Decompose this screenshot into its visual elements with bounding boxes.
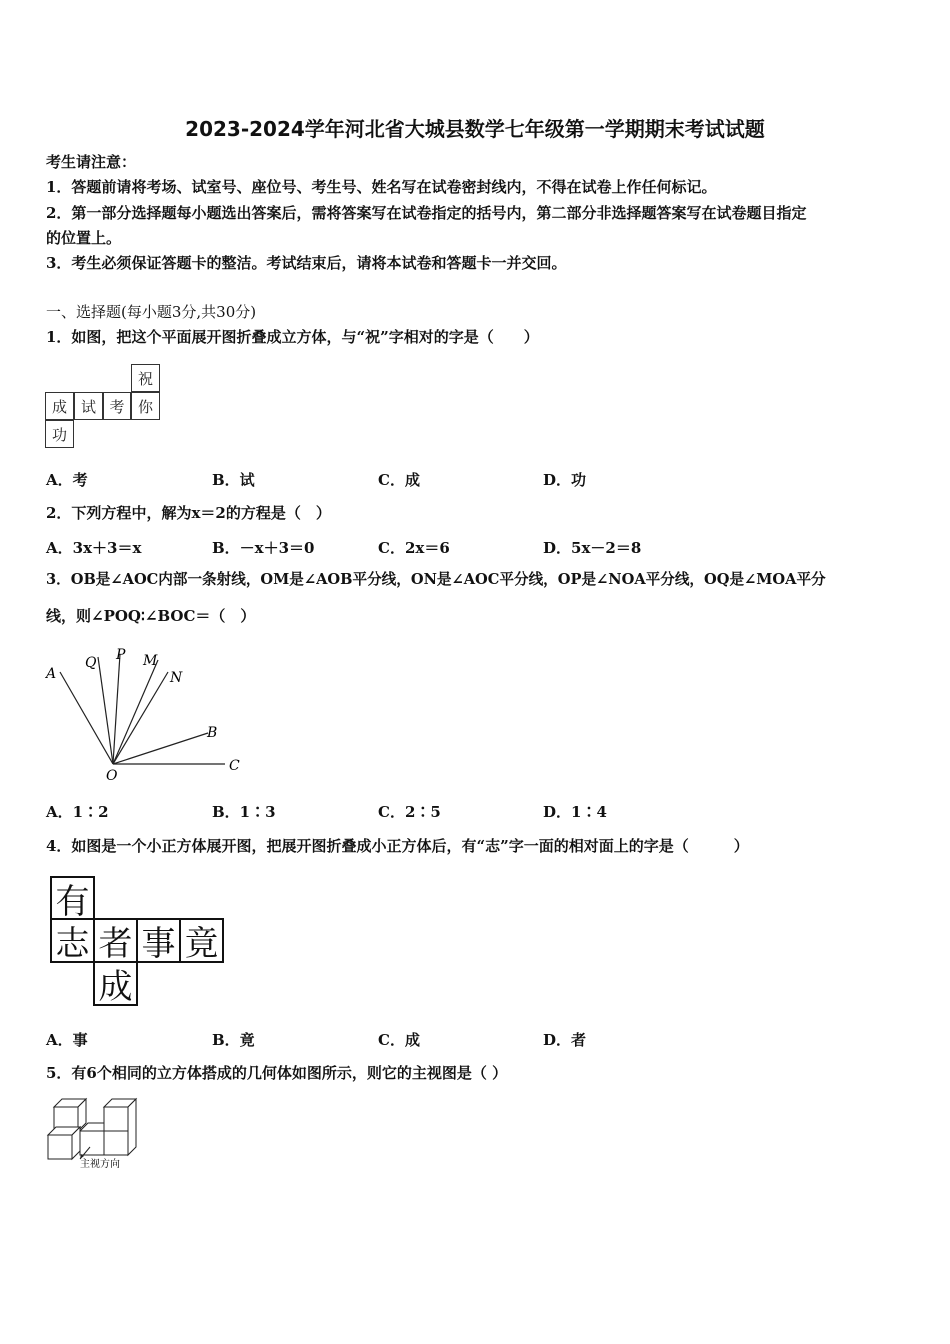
label-a: A <box>46 666 57 682</box>
q1-option-a: A．考 <box>46 471 88 489</box>
section-heading: 一、选择题(每小题3分,共30分) <box>46 303 257 321</box>
q1-cell-ni: 你 <box>131 392 160 420</box>
q1-cell-shi: 试 <box>74 392 103 420</box>
q2-option-c: C．2x＝6 <box>378 539 450 557</box>
ray-op <box>113 654 120 764</box>
q2-option-b: B．－x＋3＝0 <box>212 539 315 557</box>
q1-cell-gong: 功 <box>45 420 74 448</box>
ray-oq <box>98 657 113 764</box>
q1-net-figure <box>45 364 165 450</box>
q1-cell-zhu: 祝 <box>131 364 160 392</box>
label-c: C <box>229 758 240 774</box>
notice-item-2: 2．第一部分选择题每小题选出答案后，需将答案写在试卷指定的括号内，第二部分非选择题答案写在试卷题目指定 <box>46 204 807 222</box>
ray-ob <box>113 733 208 764</box>
q3-text-line2: 线，则∠POQ∶∠BOC＝（ ） <box>46 607 256 625</box>
page-title: 2023-2024学年河北省大城县数学七年级第一学期期末考试试题 <box>185 117 765 141</box>
q2-text: 2．下列方程中，解为x＝2的方程是（ ） <box>46 504 331 522</box>
cube-bottom-right-front <box>104 1131 128 1155</box>
label-m: M <box>143 653 158 669</box>
q1-option-d: D．功 <box>543 471 587 489</box>
q1-option-b: B．试 <box>212 471 255 489</box>
ray-oa <box>60 672 113 764</box>
q4-cell-zhi: 志 <box>50 918 95 963</box>
q5-cube-figure <box>44 1093 154 1173</box>
q3-text-line1: 3．OB是∠AOC内部一条射线，OM是∠AOB平分线，ON是∠AOC平分线，OP是∠NOA平分线，OQ是∠MOA平分 <box>46 571 826 588</box>
q3-angle-figure <box>40 642 250 787</box>
notice-heading: 考生请注意： <box>46 153 137 171</box>
q4-option-b: B．竟 <box>212 1031 255 1049</box>
q4-option-c: C．成 <box>378 1031 420 1049</box>
label-q: Q <box>85 655 97 671</box>
q3-option-b: B．1∶3 <box>212 803 276 821</box>
q1-cell-cheng: 成 <box>45 392 74 420</box>
q4-cell-jing: 竟 <box>179 918 224 963</box>
cube-front-left-front <box>48 1135 72 1159</box>
q4-cell-cheng: 成 <box>93 961 138 1006</box>
q2-option-d: D．5x－2＝8 <box>543 539 642 557</box>
q1-text: 1．如图，把这个平面展开图折叠成立方体，与“祝”字相对的字是（ ） <box>46 328 539 346</box>
q4-cell-zhe: 者 <box>93 918 138 963</box>
notice-item-2-cont: 的位置上。 <box>46 229 122 247</box>
view-direction-label: 主视方向 <box>80 1159 120 1170</box>
q4-cell-shi: 事 <box>136 918 181 963</box>
label-o: O <box>106 768 118 784</box>
cube-top-right-front <box>104 1107 128 1131</box>
q4-option-d: D．者 <box>543 1031 587 1049</box>
q3-option-c: C．2∶5 <box>378 803 441 821</box>
cube-top-right-side <box>128 1099 136 1155</box>
q4-net-figure <box>50 876 228 1008</box>
label-n: N <box>170 670 183 686</box>
q3-option-a: A．1∶2 <box>46 803 109 821</box>
ray-om <box>113 660 158 764</box>
notice-item-1: 1．答题前请将考场、试室号、座位号、考生号、姓名写在试卷密封线内，不得在试卷上作任何标记。 <box>46 178 717 196</box>
q4-cell-you: 有 <box>50 876 95 920</box>
q3-option-d: D．1∶4 <box>543 803 607 821</box>
q5-text: 5．有6个相同的立方体搭成的几何体如图所示，则它的主视图是（ ） <box>46 1064 508 1082</box>
ray-on <box>113 672 168 764</box>
q2-option-a: A．3x＋3＝x <box>46 539 142 557</box>
label-b: B <box>207 725 218 741</box>
q1-cell-kao: 考 <box>103 392 131 420</box>
q4-option-a: A．事 <box>46 1031 88 1049</box>
cube-bottom-middle-front <box>80 1131 104 1155</box>
q1-option-c: C．成 <box>378 471 420 489</box>
q4-text: 4．如图是一个小正方体展开图，把展开图折叠成小正方体后，有“志”字一面的相对面上的字是（ ） <box>46 837 749 855</box>
notice-item-3: 3．考生必须保证答题卡的整洁。考试结束后，请将本试卷和答题卡一并交回。 <box>46 254 567 272</box>
label-p: P <box>116 647 126 663</box>
